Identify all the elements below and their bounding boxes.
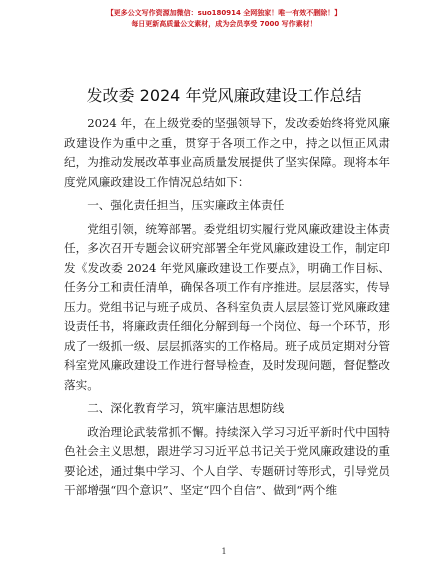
- promo-banner: [0, 8, 448, 30]
- section-2-paragraph: 政治理论武装常抓不懈。持续深入学习习近平新时代中国特色社会主义思想，跟进学习习近平总书记关于党风廉政建设的重要论述，通过集中学习、个人自学、专题研讨等形式，引导党员干部增强“四个意识”、坚定“四个自信”、做到“两个维: [64, 424, 390, 497]
- promo-banner-line-1: 【更多公文写作资源加微信：suo180914 全网独家！唯一有效不删除！】: [106, 9, 342, 17]
- document-title: 发改委 2024 年党风廉政建设工作总结: [86, 86, 362, 105]
- section-1-paragraph: 党组引领，统筹部署。委党组切实履行党风廉政建设主体责任，多次召开专题会议研究部署全年党风廉政建设工作，制定印发《发改委 2024 年党风廉政建设工作要点》，明确工作目标、任务分工和责任清单，确保各项工作有序推进。层层落实，传导压力。党组书记与班子成员、各科室负责人层层签订党风廉政建设责任书，将廉政责任细化分解到每一个岗位、每一个环节，形成了一级抓一级、层层抓落实的工作格局。班子成员定期对分管科室党风廉政建设工作进行督导检查，及时发现问题，督促整改落实。: [64, 221, 390, 392]
- page-number: 1: [221, 547, 227, 556]
- section-heading-1: 一、强化责任担当，压实廉政主体责任: [87, 198, 285, 212]
- promo-banner-line-2: 每日更新高质量公文素材，成为会员享受 7000 写作素材！: [131, 20, 317, 28]
- section-heading-2: 二、深化教育学习，筑牢廉洁思想防线: [87, 401, 285, 415]
- intro-paragraph: 2024 年，在上级党委的坚强领导下，发改委始终将党风廉政建设作为重中之重，贯穿于各项工作之中，持之以恒正风肃纪，为推动发展改革事业高质量发展提供了坚实保障。现将本年度党风廉政建设工作情况总结如下：: [64, 116, 390, 189]
- document-body: [64, 114, 390, 501]
